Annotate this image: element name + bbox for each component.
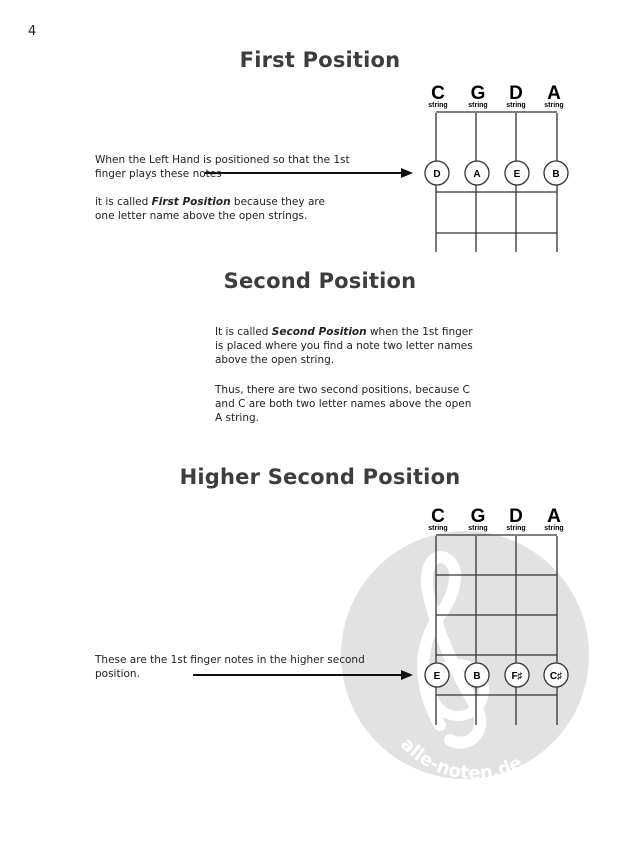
watermark-text: alle-noten.de bbox=[396, 733, 526, 780]
first-position-intro: When the Left Hand is positioned so that the 1st finger plays these notes bbox=[95, 154, 350, 180]
first-position-term: First Position bbox=[151, 196, 231, 208]
higher-second-position-title: Higher Second Position bbox=[179, 465, 461, 489]
note-label: B bbox=[552, 169, 560, 180]
higher-second-text: These are the 1st finger notes in the higher second position. bbox=[95, 654, 365, 680]
string-letter: C bbox=[431, 83, 445, 104]
string-label: string bbox=[544, 525, 564, 532]
string-letter: D bbox=[509, 83, 523, 104]
note-label: B bbox=[473, 671, 481, 682]
note-label: D bbox=[433, 169, 441, 180]
note-label: A bbox=[473, 169, 481, 180]
string-label: string bbox=[506, 102, 526, 109]
string-label: string bbox=[468, 102, 488, 109]
string-label: string bbox=[428, 102, 448, 109]
string-letter: A bbox=[547, 506, 561, 527]
first-position-title: First Position bbox=[239, 48, 401, 72]
second-para1-pre: It is called bbox=[215, 326, 272, 338]
string-letter: G bbox=[470, 83, 486, 104]
first-position-called bbox=[95, 195, 335, 223]
fingerboard-grid bbox=[433, 535, 557, 725]
second-position-para2: Thus, there are two second positions, because C and C are both two letter names above the open A string. bbox=[215, 384, 472, 424]
string-letter: D bbox=[509, 506, 523, 527]
string-letter: G bbox=[470, 506, 486, 527]
page-number: 4 bbox=[28, 24, 37, 39]
second-para1-post: when the 1st finger is placed where you find a note two letter names above the open string. bbox=[215, 326, 473, 366]
note-label: E bbox=[513, 169, 521, 180]
higher-arrow bbox=[193, 668, 415, 682]
note-label: C♯ bbox=[549, 671, 563, 682]
string-label: string bbox=[544, 102, 564, 109]
string-letter: C bbox=[431, 506, 445, 527]
note-label: F♯ bbox=[511, 671, 523, 682]
first-position-notes bbox=[425, 161, 568, 185]
first-called-pre: it is called bbox=[95, 196, 152, 208]
string-label: string bbox=[506, 525, 526, 532]
string-headers bbox=[428, 83, 563, 109]
second-position-title: Second Position bbox=[223, 269, 417, 293]
first-position-fingerboard bbox=[415, 80, 580, 255]
string-headers bbox=[428, 506, 563, 532]
higher-second-notes bbox=[425, 663, 568, 687]
higher-second-fingerboard bbox=[415, 503, 580, 728]
second-position-term: Second Position bbox=[271, 326, 367, 338]
string-letter: A bbox=[547, 83, 561, 104]
fingerboard-grid bbox=[436, 112, 560, 252]
first-arrow bbox=[205, 166, 415, 180]
second-position-para1 bbox=[215, 325, 475, 367]
string-label: string bbox=[468, 525, 488, 532]
string-label: string bbox=[428, 525, 448, 532]
note-label: E bbox=[433, 671, 441, 682]
first-called-post: because they are one letter name above the open strings. bbox=[95, 196, 325, 222]
